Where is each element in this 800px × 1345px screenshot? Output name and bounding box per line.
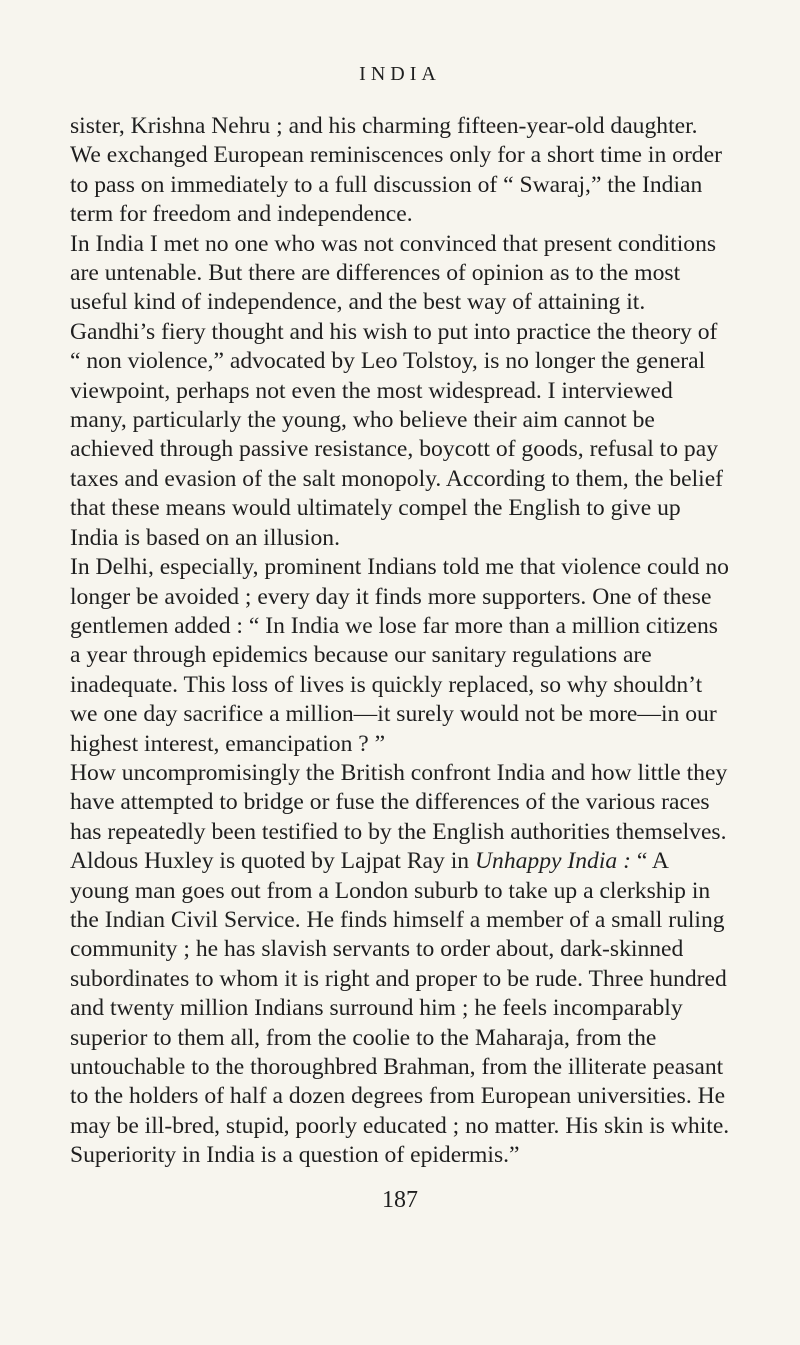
paragraph-1: sister, Krishna Nehru ; and his charming fifteen-year-old daughter. We exchanged European reminiscences only for a short time in order to pass on immediately to a full discussion of “ Swaraj,” the Indian term for freedom and independence. (70, 113, 722, 228)
paragraph-5: How uncompromisingly the British confront India and how little they have attempted to bridge or fuse the differences of the various races has repeatedly been testified to by the English authorities themselves. (70, 759, 728, 845)
book-title: Unhappy India : (474, 848, 631, 875)
running-head: INDIA (359, 63, 441, 85)
body-text (70, 112, 730, 1171)
paragraph-2: In India I met no one who was not convinced that present conditions are untenable. But there are differences of opinion as to the most useful kind of independence, and the best way of attaining it. (70, 230, 717, 316)
page-number: 187 (382, 1187, 418, 1213)
paragraph-4: In Delhi, especially, prominent Indians told me that violence could no longer be avoided ; every day it finds more supporters. One of these gentlemen added : “ In India we lose far more than a million citizens a year through epidemics because our sanitary regulations are inadequate. This loss of lives is quickly replaced, so why shouldn’t we one day sacrifice a million—it surely would not be more—in our highest interest, emancipation ? ” (70, 554, 729, 757)
paragraph-6 (70, 847, 730, 1170)
huxley-intro: Aldous Huxley is quoted by Lajpat Ray in (70, 848, 475, 875)
paragraph-3: Gandhi’s fiery thought and his wish to put into practice the theory of “ non violence,” advocated by Leo Tolstoy, is no longer the general viewpoint, perhaps not even the most widespread. I interviewed many, particularly the young, who believe their aim cannot be achieved through passive resistance, boycott of goods, refusal to pay taxes and evasion of the salt monopoly. According to them, the belief that these means would ultimately compel the English to give up India is based on an illusion. (70, 318, 724, 551)
huxley-quote: “ A young man goes out from a London suburb to take up a clerkship in the Indian Civil Service. He finds himself a member of a small ruling community ; he has slavish servants to order about, dark-skinned subordinates to whom it is right and proper to be rude. Three hundred and twenty million Indians surround him ; he feels incomparably superior to them all, from the coolie to the Maharaja, from the untouchable to the thoroughbred Brahman, from the illiterate peasant to the holders of half a dozen degrees from European universities. He may be ill-bred, stupid, poorly educated ; no matter. His skin is white. Superiority in India is a question of epidermis.” (70, 848, 730, 1169)
